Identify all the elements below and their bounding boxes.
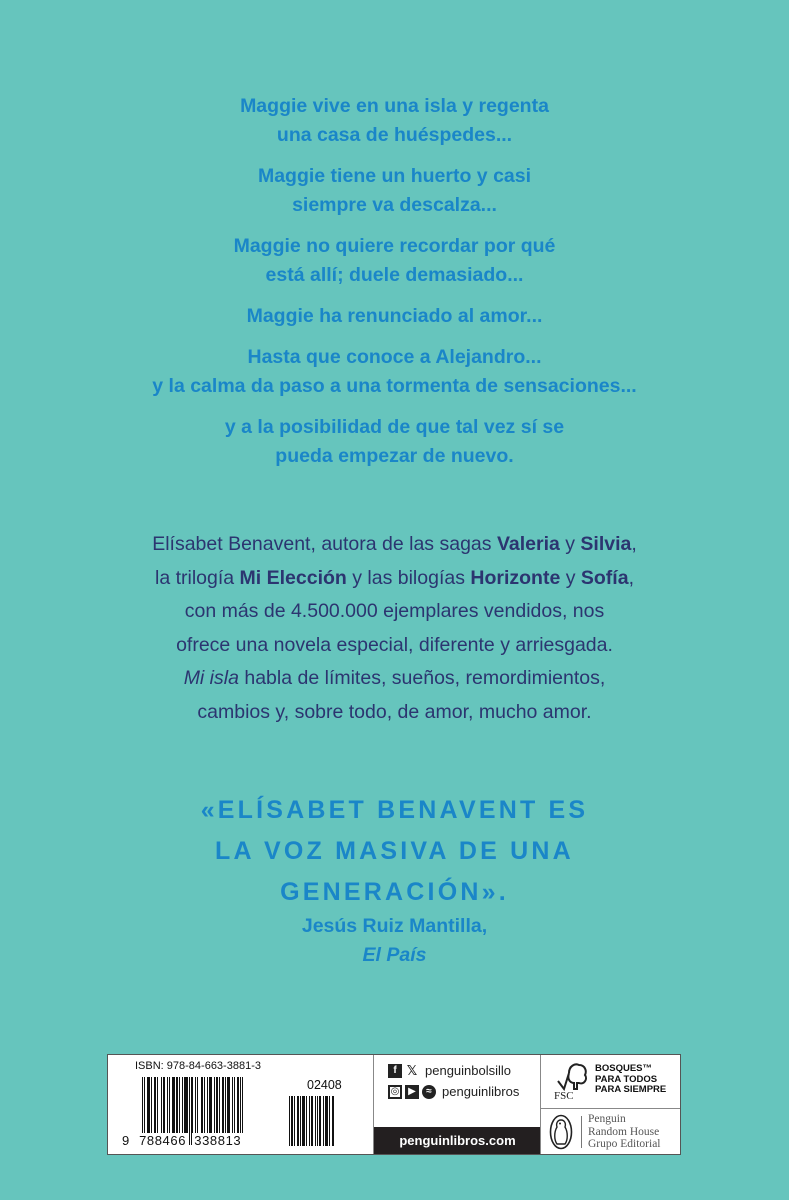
publisher-divider bbox=[581, 1116, 582, 1148]
quote-attribution bbox=[0, 912, 789, 970]
social-handle: penguinbolsillo bbox=[425, 1063, 512, 1078]
blurb-paragraph-1: Maggie vive en una isla y regenta una casa de huéspedes... bbox=[240, 95, 549, 146]
addon-barcode bbox=[289, 1096, 361, 1146]
blurb-section bbox=[0, 92, 789, 483]
facebook-icon: f bbox=[388, 1064, 402, 1078]
author-bio bbox=[0, 528, 789, 729]
blurb-paragraph-5: Hasta que conoce a Alejandro... y la calma da paso a una tormenta de sensaciones... bbox=[152, 346, 637, 397]
spotify-icon: ≈ bbox=[422, 1085, 436, 1099]
bio-line-1: Elísabet Benavent, autora de las sagas Valeria y Silvia, bbox=[152, 533, 637, 555]
quote-author: Jesús Ruiz Mantilla, bbox=[301, 915, 488, 937]
x-icon: 𝕏 bbox=[406, 1062, 418, 1078]
bio-line-5: Mi isla habla de límites, sueños, remordimientos, bbox=[183, 667, 606, 689]
bio-line-4: ofrece una novela especial, diferente y arriesgada. bbox=[176, 633, 613, 656]
quote-publication: El País bbox=[362, 944, 427, 966]
social-handle: penguinlibros bbox=[442, 1084, 520, 1099]
website-link[interactable]: penguinlibros.com bbox=[374, 1127, 541, 1154]
blurb-paragraph-3: Maggie no quiere recordar por qué está allí; duele demasiado... bbox=[233, 235, 556, 286]
back-cover-info-box bbox=[107, 1054, 681, 1155]
bio-line-3: con más de 4.500.000 ejemplares vendidos, nos bbox=[184, 600, 605, 622]
fsc-slogan: BOSQUES™ PARA TODOS PARA SIEMPRE bbox=[595, 1063, 667, 1095]
fsc-label: FSC bbox=[554, 1090, 574, 1102]
bio-line-6: cambios y, sobre todo, de amor, mucho amor. bbox=[197, 700, 592, 723]
bio-line-2: la trilogía Mi Elección y las bilogías Horizonte y Sofía, bbox=[154, 566, 634, 589]
certification-panel bbox=[540, 1055, 680, 1154]
fsc-certification bbox=[541, 1055, 680, 1109]
press-quote: «ELÍSABET BENAVENT ES LA VOZ MASIVA DE UNA GENERACIÓN». bbox=[200, 796, 589, 906]
publisher-logo bbox=[541, 1108, 680, 1154]
social-row-bolsillo bbox=[388, 1063, 511, 1078]
publisher-name: Penguin Random House Grupo Editorial bbox=[588, 1113, 661, 1150]
barcode-panel bbox=[108, 1055, 373, 1154]
isbn-label: ISBN: 978-84-663-3881-3 bbox=[135, 1060, 261, 1072]
blurb-paragraph-2: Maggie tiene un huerto y casi siempre va descalza... bbox=[257, 165, 532, 216]
social-panel bbox=[373, 1055, 541, 1154]
penguin-icon bbox=[549, 1114, 573, 1150]
instagram-icon: ◎ bbox=[388, 1085, 402, 1099]
blurb-paragraph-4: Maggie ha renunciado al amor... bbox=[246, 305, 543, 327]
blurb-paragraph-6: y a la posibilidad de que tal vez sí se pueda empezar de nuevo. bbox=[224, 416, 565, 467]
ean-digits: 9 788466 338813 bbox=[122, 1133, 242, 1148]
addon-number: 02408 bbox=[307, 1078, 342, 1092]
social-row-libros bbox=[388, 1084, 519, 1099]
youtube-icon: ▶ bbox=[405, 1085, 419, 1099]
